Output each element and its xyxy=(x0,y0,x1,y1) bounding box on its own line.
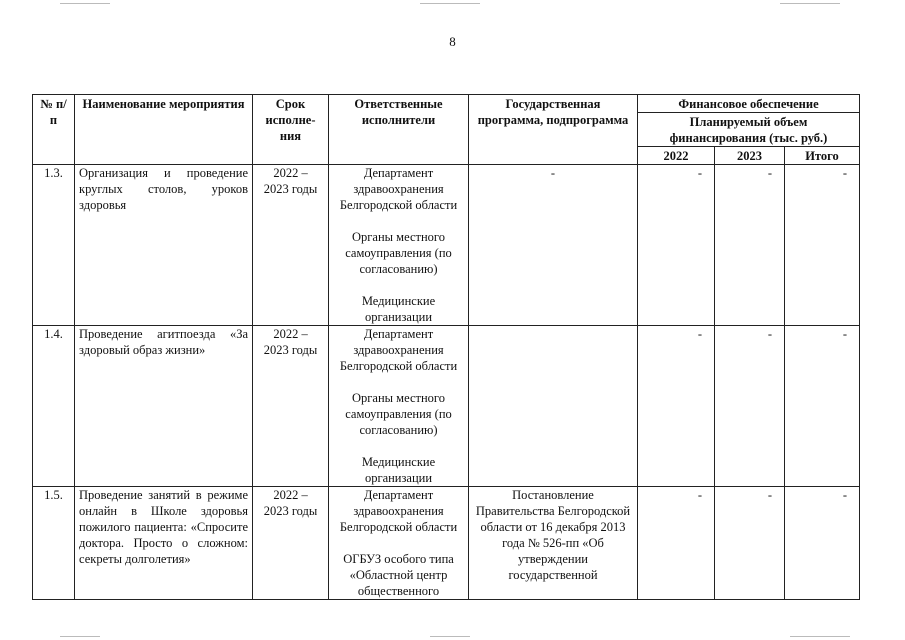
cell-2023: - xyxy=(715,487,785,600)
responsible-item: Медицинские организации xyxy=(361,294,436,324)
term-line: 2022 – xyxy=(273,327,308,341)
col-header-program: Государственная программа, подпрограмма xyxy=(469,95,638,165)
col-header-num: № п/п xyxy=(33,95,75,165)
scan-edge-mark xyxy=(430,636,470,637)
col-header-responsible: Ответственные исполнители xyxy=(329,95,469,165)
measures-table xyxy=(32,94,860,600)
scan-edge-mark xyxy=(780,3,840,4)
table-row xyxy=(33,165,860,326)
header-row xyxy=(33,95,860,113)
responsible-item: Департамент здравоохранения Белгородской области xyxy=(339,166,458,212)
cell-total: - xyxy=(785,487,860,600)
cell-num: 1.3. xyxy=(33,165,75,326)
cell-2022: - xyxy=(638,165,715,326)
scan-edge-mark xyxy=(420,3,480,4)
scan-edge-mark xyxy=(60,3,110,4)
cell-2022: - xyxy=(638,326,715,487)
cell-total: - xyxy=(785,165,860,326)
responsible-item: ОГБУЗ особого типа «Областной центр общественного xyxy=(343,552,454,598)
col-header-planned: Планируемый объем финансирования (тыс. руб.) xyxy=(638,113,860,147)
scan-edge-mark xyxy=(790,636,850,637)
table-row xyxy=(33,487,860,600)
responsible-item: Медицинские организации xyxy=(361,455,436,485)
cell-responsible xyxy=(329,487,469,600)
responsible-item: Департамент здравоохранения Белгородской области xyxy=(339,488,458,534)
cell-responsible xyxy=(329,326,469,487)
col-header-2023: 2023 xyxy=(715,147,785,165)
cell-program: Постановление Правительства Белгородской области от 16 декабря 2013 года № 526-пп «Об утверждении государственной xyxy=(469,487,638,600)
responsible-item: Органы местного самоуправления (по согласованию) xyxy=(345,230,452,276)
col-header-term: Срок исполне-ния xyxy=(253,95,329,165)
responsible-item: Департамент здравоохранения Белгородской области xyxy=(339,327,458,373)
cell-num: 1.5. xyxy=(33,487,75,600)
col-header-finance: Финансовое обеспечение xyxy=(638,95,860,113)
cell-name: Организация и проведение круглых столов, уроков здоровья xyxy=(75,165,253,326)
cell-num: 1.4. xyxy=(33,326,75,487)
col-header-2022: 2022 xyxy=(638,147,715,165)
term-line: 2023 годы xyxy=(263,504,318,518)
cell-program xyxy=(469,326,638,487)
term-line: 2022 – xyxy=(273,488,308,502)
term-line: 2023 годы xyxy=(263,182,318,196)
cell-name: Проведение занятий в режиме онлайн в Школе здоровья пожилого пациента: «Спросите доктора. Просто о сложном: секреты долголетия» xyxy=(75,487,253,600)
cell-term xyxy=(253,165,329,326)
scan-edge-mark xyxy=(60,636,100,637)
cell-2023: - xyxy=(715,165,785,326)
term-line: 2023 годы xyxy=(263,343,318,357)
cell-name: Проведение агитпоезда «За здоровый образ жизни» xyxy=(75,326,253,487)
responsible-item: Органы местного самоуправления (по согласованию) xyxy=(345,391,452,437)
cell-total: - xyxy=(785,326,860,487)
cell-term xyxy=(253,487,329,600)
table-row xyxy=(33,326,860,487)
cell-2022: - xyxy=(638,487,715,600)
col-header-name: Наименование мероприятия xyxy=(75,95,253,165)
page-number: 8 xyxy=(449,34,456,49)
cell-term xyxy=(253,326,329,487)
col-header-total: Итого xyxy=(785,147,860,165)
cell-responsible xyxy=(329,165,469,326)
term-line: 2022 – xyxy=(273,166,308,180)
cell-program: - xyxy=(469,165,638,326)
cell-2023: - xyxy=(715,326,785,487)
